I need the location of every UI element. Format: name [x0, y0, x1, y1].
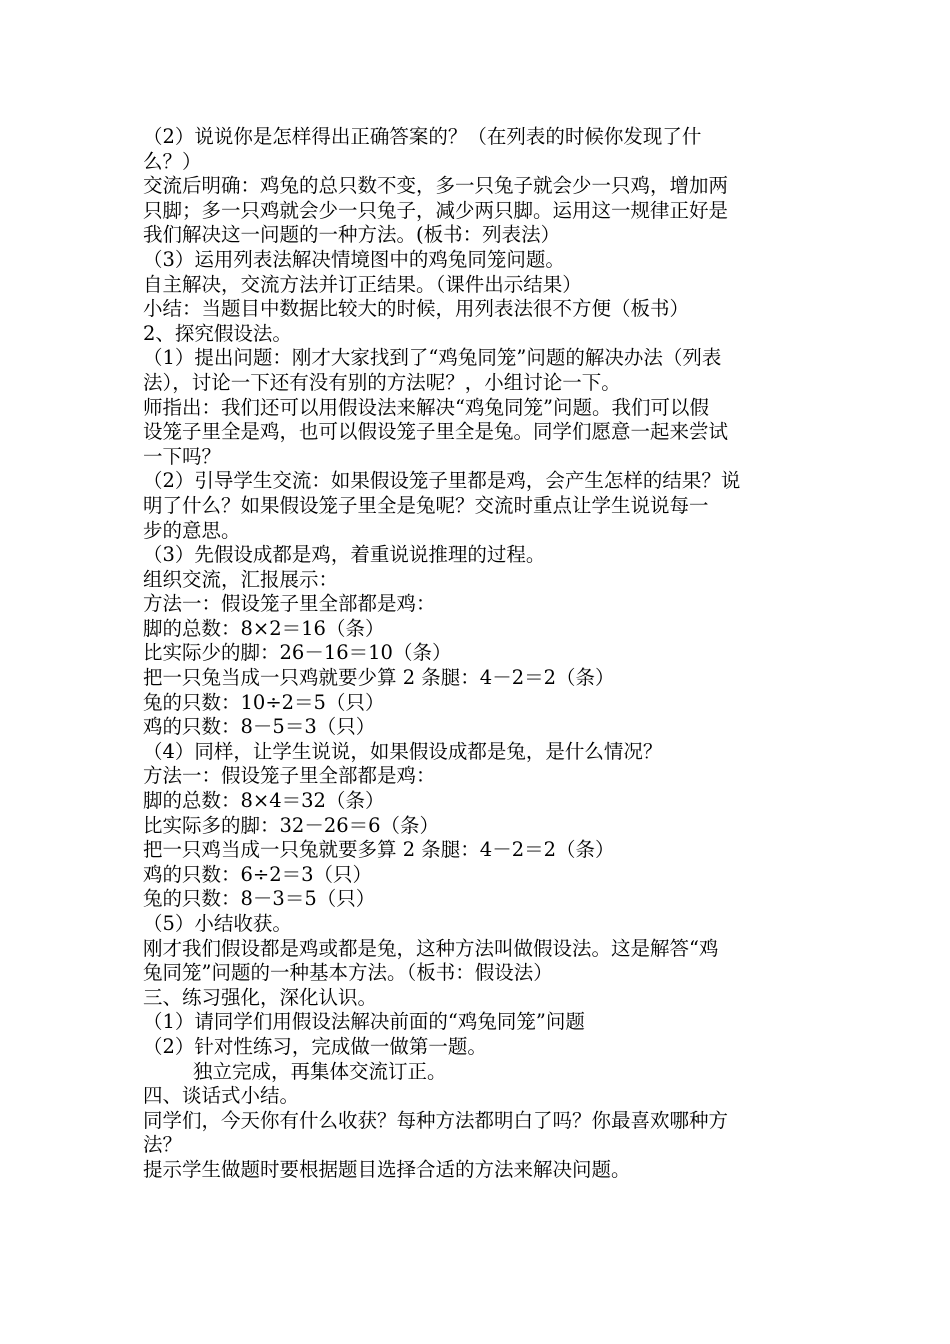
equation-line: 兔的只数：10÷2＝5（只）: [143, 690, 385, 714]
text-line: 师指出：我们还可以用假设法来解决“鸡兔同笼”问题。我们可以假: [143, 395, 709, 419]
text-line: 么？）: [143, 149, 202, 173]
equation-line: 脚的总数：8×2＝16（条）: [143, 616, 385, 640]
text-line: （2）引导学生交流：如果假设笼子里都是鸡，会产生怎样的结果？说: [143, 469, 741, 493]
text-line: （4）同样，让学生说说，如果假设成都是兔，是什么情况？: [143, 739, 663, 763]
equation-line: 脚的总数：8×4＝32（条）: [143, 789, 385, 813]
section-heading: 三、练习强化，深化认识。: [143, 985, 378, 1009]
equation-line: 比实际多的脚：32－26＝6（条）: [143, 813, 440, 837]
text-line: 小结：当题目中数据比较大的时候，用列表法很不方便（板书）: [143, 297, 690, 321]
text-line: 提示学生做题时要根据题目选择合适的方法来解决问题。: [143, 1157, 631, 1181]
text-line: 兔同笼”问题的一种基本方法。（板书：假设法）: [143, 961, 553, 985]
text-line: 自主解决，交流方法并订正结果。（课件出示结果）: [143, 272, 582, 296]
text-line: 我们解决这一问题的一种方法。(板书：列表法）: [143, 223, 561, 247]
text-line: 组织交流，汇报展示：: [143, 567, 339, 591]
equation-line: 鸡的只数：8－5＝3（只）: [143, 715, 376, 739]
text-line: 只脚；多一只鸡就会少一只兔子，减少两只脚。运用这一规律正好是: [143, 198, 729, 222]
text-line: 同学们，今天你有什么收获？每种方法都明白了吗？你最喜欢哪种方: [143, 1108, 729, 1132]
equation-line: 把一只鸡当成一只兔就要多算 2 条腿：4－2＝2（条）: [143, 838, 615, 862]
text-line: 一下吗？: [143, 444, 222, 468]
text-line: 方法一：假设笼子里全部都是鸡：: [143, 764, 436, 788]
text-line: 交流后明确：鸡兔的总只数不变，多一只兔子就会少一只鸡，增加两: [143, 174, 729, 198]
text-line: 法？: [143, 1133, 183, 1157]
document-body: [143, 125, 815, 1183]
text-line: 独立完成，再集体交流订正。: [193, 1059, 447, 1083]
text-line: 法），讨论一下还有没有别的方法呢？，小组讨论一下。: [143, 370, 621, 394]
text-line: （1）请同学们用假设法解决前面的“鸡兔同笼”问题: [143, 1010, 585, 1034]
equation-line: 把一只兔当成一只鸡就要少算 2 条腿：4－2＝2（条）: [143, 666, 615, 690]
text-line: 方法一：假设笼子里全部都是鸡：: [143, 592, 436, 616]
text-line: （1）提出问题：刚才大家找到了“鸡兔同笼”问题的解决办法（列表: [143, 346, 722, 370]
text-line: （3）运用列表法解决情境图中的鸡兔同笼问题。: [143, 247, 565, 271]
section-heading: 2、探究假设法。: [143, 321, 292, 345]
text-line: （5）小结收获。: [143, 912, 292, 935]
equation-line: 鸡的只数：6÷2＝3（只）: [143, 862, 373, 886]
text-line: （3）先假设成都是鸡，着重说说推理的过程。: [143, 543, 546, 567]
equation-line: 比实际少的脚：26－16＝10（条）: [143, 641, 452, 665]
text-line: 设笼子里全是鸡，也可以假设笼子里全是兔。同学们愿意一起来尝试: [143, 420, 729, 444]
text-line: （2）针对性练习，完成做一做第一题。: [143, 1034, 487, 1058]
text-line: 步的意思。: [143, 518, 241, 542]
text-line: 明了什么？如果假设笼子里全是兔呢？交流时重点让学生说说每一: [143, 493, 709, 517]
equation-line: 兔的只数：8－3＝5（只）: [143, 887, 376, 911]
text-line: （2）说说你是怎样得出正确答案的？（在列表的时候你发现了什: [143, 125, 702, 148]
section-heading: 四、谈话式小结。: [143, 1084, 300, 1108]
text-line: 刚才我们假设都是鸡或都是兔，这种方法叫做假设法。这是解答“鸡: [143, 936, 719, 960]
